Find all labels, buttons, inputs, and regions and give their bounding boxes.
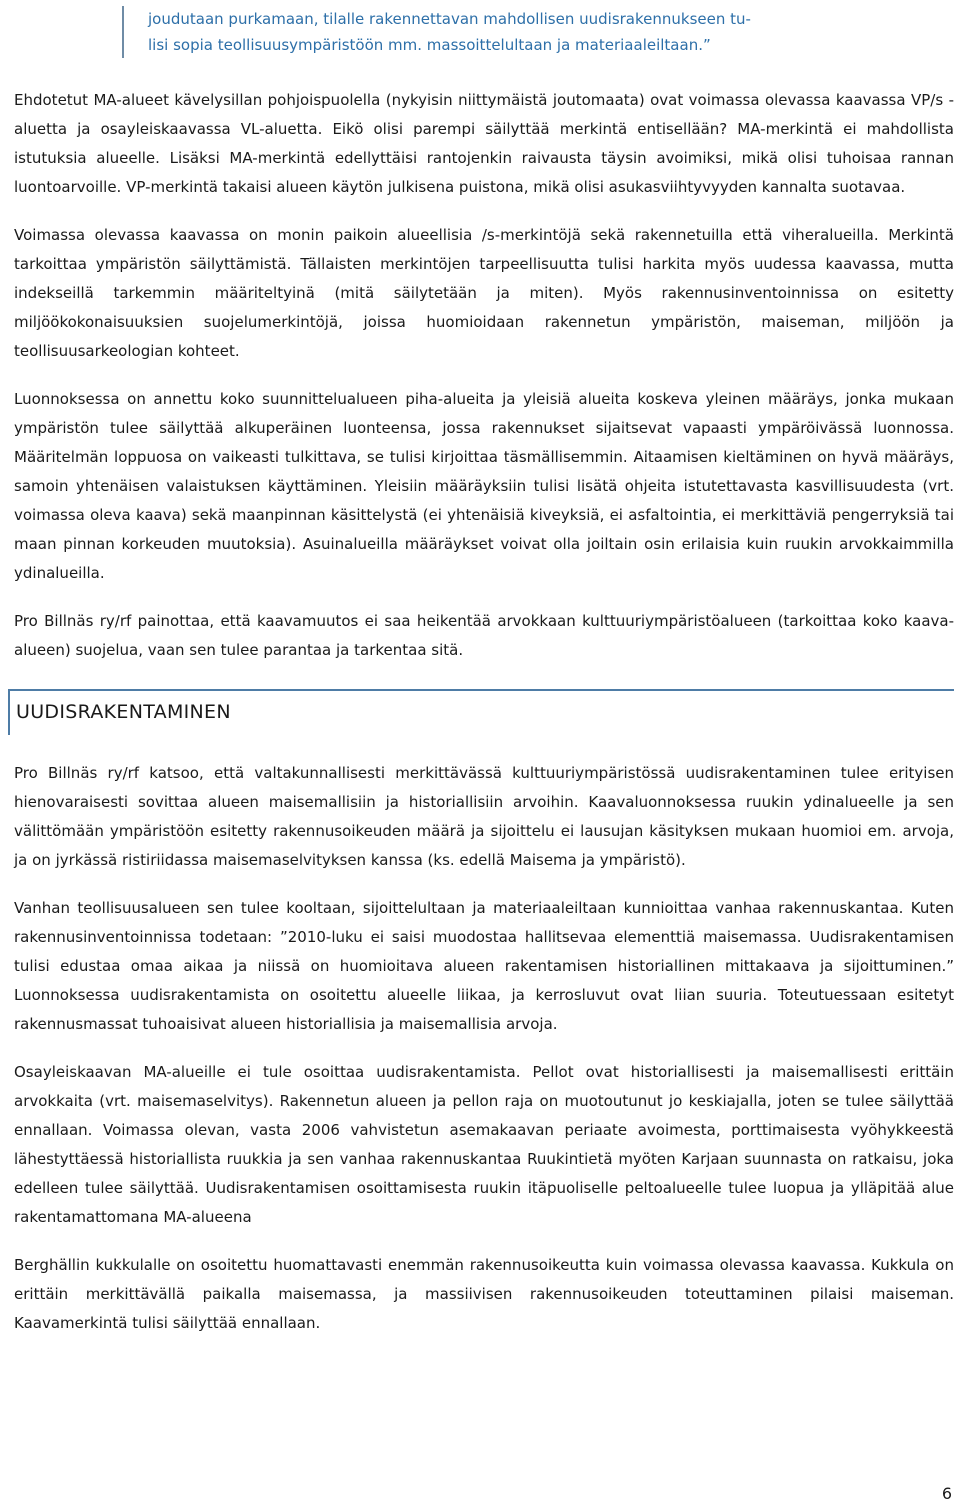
- quote-line: joudutaan purkamaan, tilalle rakennettavan mahdollisen uudisrakennukseen tu-: [148, 10, 751, 28]
- paragraph: Ehdotetut MA-alueet kävelysillan pohjoispuolella (nykyisin niittymäistä joutomaata) ovat voimassa olevassa kaavassa VP/s -aluetta ja osayleiskaavassa VL-aluetta. Eikö olisi parempi säilyttää merkintä entisellään? MA-merkintä ei mahdollista istutuksia alueelle. Lisäksi MA-merkintä edellyttäisi rantojenkin raivausta täysin avoimiksi, mikä olisi tuhoisaa rannan luontoarvoille. VP-merkintä takaisi alueen käytön julkisena puistona, mikä olisi asukasviihtyvyyden kannalta suotavaa.: [14, 91, 954, 196]
- paragraph: Vanhan teollisuusalueen sen tulee kooltaan, sijoittelultaan ja materiaaleiltaan kunnioittaa vanhaa rakennuskantaa. Kuten rakennusinventoinnissa todetaan: ”2010-luku ei saisi muodostaa hallitsevaa elementtiä maisemassa. Uudisrakentamisen tulisi edustaa omaa aikaa ja niissä on huomioitava alueen rakentamisen historiallinen mittakaava ja sijoittuminen.” Luonnoksessa uudisrakentamista on osoitettu alueelle liikaa, ja kerrosluvut ovat liian suuria. Toteutuessaan esitetyt rakennusmassat tuhoaisivat alueen historiallisia ja maisemallisia arvoja.: [14, 899, 954, 1033]
- section-heading: UUDISRAKENTAMINEN: [16, 701, 231, 723]
- section-heading-block: [8, 689, 954, 735]
- page-number: 6: [941, 1484, 952, 1503]
- paragraph: Voimassa olevassa kaavassa on monin paikoin alueellisia /s-merkintöjä sekä rakennetuilla että viheralueilla. Merkintä tarkoittaa ympäristön säilyttämistä. Tällaisten merkintöjen tarpeellisuutta tulisi harkita myös uudessa kaavassa, mutta indekseillä tarkemmin määriteltyinä (mitä säilytetään ja miten). Myös rakennusinventoinnissa on esitetty miljöökokonaisuuksien suojelumerkintöjä, joissa huomioidaan rakennetun ympäristön, maiseman, miljöön ja teollisuusarkeologian kohteet.: [14, 226, 954, 360]
- paragraph: Berghällin kukkulalle on osoitettu huomattavasti enemmän rakennusoikeutta kuin voimassa olevassa kaavassa. Kukkula on erittäin merkittävällä paikalla maisemassa, ja massiivisen rakennusoikeuden toteuttaminen pilaisi maiseman. Kaavamerkintä tulisi säilyttää ennallaan.: [14, 1256, 954, 1332]
- document-body: [14, 86, 954, 1357]
- paragraph: Luonnoksessa on annettu koko suunnittelualueen piha-alueita ja yleisiä alueita koskeva yleinen määräys, jonka mukaan ympäristön tulee säilyttää alkuperäinen luonteensa, jossa rakennukset sijaitsevat vapaasti ympäröivässä luonnossa. Määritelmän loppuosa on vaikeasti tulkittava, se tulisi kirjoittaa täsmällisemmin. Aitaamisen kieltäminen on hyvä määräys, samoin yhtenäisen valaistuksen käyttäminen. Yleisiin määräyksiin tulisi lisätä ohjeita istutettavasta kasvillisuudesta (vrt. voimassa oleva kaava) sekä maanpinnan käsittelystä (ei yhtenäisiä kiveyksiä, ei asfaltointia, ei merkittäviä pengerryksiä tai maan pinnan korkeuden muutoksia). Asuinalueilla määräykset voivat olla joiltain osin erilaisia kuin ruukin arvokkaimmilla ydinalueilla.: [14, 390, 954, 582]
- quoted-passage: [122, 6, 868, 58]
- quote-line: lisi sopia teollisuusympäristöön mm. massoittelultaan ja materiaaleiltaan.”: [148, 36, 711, 54]
- paragraph: Osayleiskaavan MA-alueille ei tule osoittaa uudisrakentamista. Pellot ovat historiallisesti ja maisemallisesti erittäin arvokkaita (vrt. maisemaselvitys). Rakennetun alueen ja pellon raja on muotoutunut jo keskiajalla, joten se tulee säilyttää ennallaan. Voimassa olevan, vasta 2006 vahvistetun asemakaavan periaate avoimesta, porttimaisesta vyöhykkeestä lähestyttäessä historiallista ruukkia ja sen vanhaa rakennuskantaa Ruukintietä myöten Karjaan suunnasta on ratkaisu, joka edelleen tulee säilyttää. Uudisrakentamisen osoittamisesta ruukin itäpuoliselle peltoalueelle tulee luopua ja ylläpitää alue rakentamattomana MA-alueena: [14, 1063, 954, 1226]
- paragraph: Pro Billnäs ry/rf painottaa, että kaavamuutos ei saa heikentää arvokkaan kulttuuriympäristöalueen (tarkoittaa koko kaava-alueen) suojelua, vaan sen tulee parantaa ja tarkentaa sitä.: [14, 612, 954, 659]
- paragraph: Pro Billnäs ry/rf katsoo, että valtakunnallisesti merkittävässä kulttuuriympäristössä uudisrakentaminen tulee erityisen hienovaraisesti sovittaa alueen maisemallisiin ja historiallisiin arvoihin. Kaavaluonnoksessa ruukin ydinalueelle ja sen välittömään ympäristöön esitetty rakennusoikeuden määrä ja sijoittelu ei lausujan käsityksen mukaan huomioi em. arvoja, ja on jyrkässä ristiriidassa maisemaselvityksen kanssa (ks. edellä Maisema ja ympäristö).: [14, 764, 954, 869]
